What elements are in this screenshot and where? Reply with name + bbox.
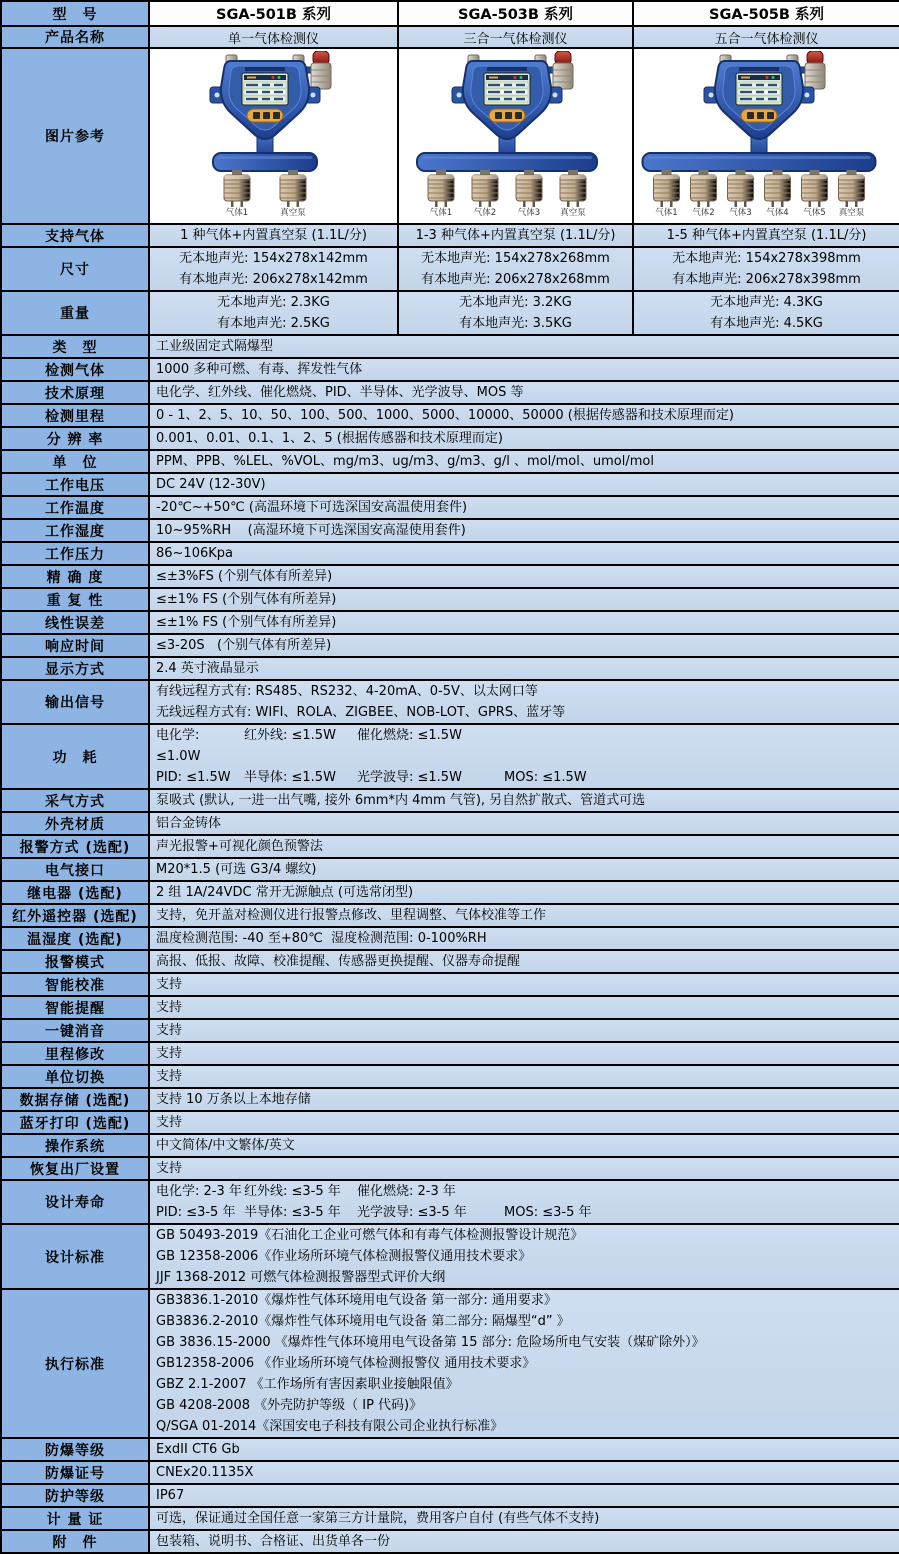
- row-label: 外壳材质: [1, 812, 149, 835]
- product-name: 三合一气体检测仪: [398, 26, 633, 48]
- spec-row: [1, 1111, 899, 1134]
- spec-value-line: 支持: [156, 1161, 183, 1176]
- sensor-cylinder: [654, 170, 680, 217]
- spec-value-cell: [149, 904, 899, 927]
- spec-value-line: CNEx20.1135X: [156, 1465, 254, 1480]
- spec-value-segment: 半导体: ≤3-5 年: [244, 1205, 341, 1220]
- spec-value-cell: [398, 224, 633, 247]
- device-buttons: [741, 109, 777, 122]
- spec-value-line: 无线远程方式有: WIFI、ROLA、ZIGBEE、NOB-LOT、GPRS、蓝牙等: [156, 705, 566, 720]
- sensor-cylinder: [839, 170, 865, 217]
- spec-value-cell: [149, 1530, 899, 1553]
- spec-value-line: 无本地声光: 2.3KG: [217, 295, 330, 310]
- spec-value-segment: 红外线: ≤3-5 年: [244, 1184, 341, 1199]
- spec-row: [1, 724, 899, 789]
- row-label: 报警模式: [1, 950, 149, 973]
- spec-value-line: 无本地声光: 154x278x268mm: [421, 251, 610, 266]
- spec-value-line: [156, 725, 893, 767]
- spec-value-line: 0 - 1、2、5、10、50、100、500、1000、5000、10000、50000 (根据传感器和技术原理而定): [156, 408, 734, 423]
- row-label: 蓝牙打印 (选配): [1, 1111, 149, 1134]
- spec-row: [1, 358, 899, 381]
- spec-value-cell: [149, 1042, 899, 1065]
- spec-value-cell: [149, 1224, 899, 1289]
- sensor-label: 气体5: [803, 208, 826, 217]
- spec-value-segment: 电化学: 2-3 年: [156, 1184, 242, 1199]
- spec-value-cell: [149, 1019, 899, 1042]
- spec-value-cell: [149, 473, 899, 496]
- spec-row: [1, 473, 899, 496]
- spec-value-cell: [398, 247, 633, 291]
- spec-value-cell: [398, 291, 633, 335]
- row-label: 设计寿命: [1, 1180, 149, 1224]
- row-label: 检测气体: [1, 358, 149, 381]
- spec-value-segment: 催化燃烧: 2-3 年: [357, 1184, 456, 1199]
- spec-row: [1, 996, 899, 1019]
- row-label: 类 型: [1, 335, 149, 358]
- spec-row: [1, 881, 899, 904]
- row-label: 支持气体: [1, 224, 149, 247]
- spec-value-segment: 光学波导: ≤3-5 年: [357, 1205, 467, 1220]
- spec-value-segment: 光学波导: ≤1.5W: [357, 770, 462, 785]
- spec-value-line: [156, 1202, 893, 1223]
- spec-value-line: DC 24V (12-30V): [156, 477, 266, 492]
- row-label-model: 型 号: [1, 1, 149, 26]
- sensor-label: 真空泵: [559, 208, 586, 217]
- spec-row: [1, 904, 899, 927]
- row-label: 数据存储 (选配): [1, 1088, 149, 1111]
- row-label: 计 量 证: [1, 1507, 149, 1530]
- spec-value-line: 声光报警+可视化颜色预警法: [156, 839, 323, 854]
- row-label: 红外遥控器 (选配): [1, 904, 149, 927]
- spec-row: [1, 1438, 899, 1461]
- device-screen: [484, 73, 530, 105]
- spec-value-line: 2.4 英寸液晶显示: [156, 661, 259, 676]
- spec-value-cell: [149, 1180, 899, 1224]
- row-label: 采气方式: [1, 789, 149, 812]
- spec-value-line: 无本地声光: 3.2KG: [459, 295, 572, 310]
- row-label: 里程修改: [1, 1042, 149, 1065]
- spec-row: [1, 542, 899, 565]
- spec-value-cell: [149, 1088, 899, 1111]
- spec-value-cell: [149, 950, 899, 973]
- spec-row: [1, 224, 899, 247]
- row-label: 单 位: [1, 450, 149, 473]
- spec-value-line: JJF 1368-2012 可燃气体检测报警器型式评价大纲: [156, 1270, 446, 1285]
- spec-value-line: 支持: [156, 1000, 183, 1015]
- row-label-product: 产品名称: [1, 26, 149, 48]
- spec-value-line: 有本地声光: 206x278x142mm: [179, 272, 368, 287]
- spec-value-cell: [149, 224, 398, 247]
- spec-value-line: GB 4208-2008 《外壳防护等级（ IP 代码)》: [156, 1398, 423, 1413]
- spec-value-cell: [149, 404, 899, 427]
- device-illustration: [634, 51, 899, 217]
- spec-value-cell: [149, 858, 899, 881]
- sensor-label: 真空泵: [838, 208, 865, 217]
- spec-value-line: GB 12358-2006《作业场所环境气体检测报警仪通用技术要求》: [156, 1249, 532, 1264]
- spec-value-cell: [149, 996, 899, 1019]
- spec-value-line: 泵吸式 (默认, 一进一出气嘴, 接外 6mm*内 4mm 气管), 另自然扩散式、管道式可选: [156, 793, 646, 808]
- product-name-row: [1, 26, 899, 48]
- spec-row: [1, 973, 899, 996]
- sensor-cylinder: [516, 170, 542, 217]
- spec-value-cell: [633, 291, 899, 335]
- spec-value-line: 1-3 种气体+内置真空泵 (1.1L/分): [415, 228, 616, 243]
- spec-value-line: 有本地声光: 206x278x268mm: [421, 272, 610, 287]
- spec-value-segment: 半导体: ≤1.5W: [244, 770, 336, 785]
- sensor-label: 真空泵: [279, 208, 306, 217]
- spec-value-line: GB 50493-2019《石油化工企业可燃气体和有毒气体检测报警设计规范》: [156, 1228, 584, 1243]
- spec-value-cell: [149, 724, 899, 789]
- spec-value-cell: [149, 835, 899, 858]
- model-name: SGA-505B 系列: [633, 1, 899, 26]
- sensor-cylinder: [472, 170, 498, 217]
- spec-value-line: ExdII CT6 Gb: [156, 1442, 240, 1457]
- row-label: 电气接口: [1, 858, 149, 881]
- spec-value-line: 1-5 种气体+内置真空泵 (1.1L/分): [666, 228, 867, 243]
- spec-value-line: 温度检测范围: -40 至+80℃ 湿度检测范围: 0-100%RH: [156, 931, 487, 946]
- row-label: 工作电压: [1, 473, 149, 496]
- row-label: 温湿度 (选配): [1, 927, 149, 950]
- spec-value-cell: [633, 224, 899, 247]
- sensor-cylinder: [765, 170, 791, 217]
- spec-value-line: 铝合金铸体: [156, 816, 222, 831]
- spec-value-cell: [149, 927, 899, 950]
- sensor-cylinder: [428, 170, 454, 217]
- spec-row: [1, 680, 899, 724]
- spec-value-line: 工业级固定式隔爆型: [156, 339, 274, 354]
- spec-row: [1, 1530, 899, 1553]
- row-label: 恢复出厂设置: [1, 1157, 149, 1180]
- spec-row: [1, 427, 899, 450]
- sensor-label: 气体1: [225, 208, 248, 217]
- spec-value-cell: [149, 812, 899, 835]
- spec-value-line: 无本地声光: 4.3KG: [710, 295, 823, 310]
- spec-row: [1, 927, 899, 950]
- sensor-cylinder: [224, 170, 250, 217]
- spec-value-line: ≤3-20S (个别气体有所差异): [156, 638, 332, 653]
- spec-value-cell: [149, 1461, 899, 1484]
- spec-row: [1, 789, 899, 812]
- spec-row: [1, 404, 899, 427]
- spec-row: [1, 1180, 899, 1224]
- spec-value-line: 有本地声光: 2.5KG: [217, 316, 330, 331]
- model-name: SGA-501B 系列: [149, 1, 398, 26]
- sensor-label: 气体3: [729, 208, 752, 217]
- spec-value-cell: [149, 519, 899, 542]
- spec-value-line: 无本地声光: 154x278x398mm: [672, 251, 861, 266]
- sensor-manifold: [643, 153, 876, 171]
- spec-value-line: [156, 767, 893, 788]
- spec-value-segment: 电化学: ≤1.0W: [156, 728, 204, 764]
- spec-value-line: 无本地声光: 154x278x142mm: [179, 251, 368, 266]
- spec-value-segment: 催化燃烧: ≤1.5W: [357, 728, 462, 743]
- spec-value-line: 支持: [156, 977, 183, 992]
- row-label: 精 确 度: [1, 565, 149, 588]
- spec-row: [1, 496, 899, 519]
- device-buttons: [247, 109, 283, 122]
- spec-value-line: IP67: [156, 1488, 185, 1503]
- spec-value-cell: [149, 1484, 899, 1507]
- spec-value-line: GB3836.1-2010《爆炸性气体环境用电气设备 第一部分: 通用要求》: [156, 1293, 557, 1308]
- row-label: 工作温度: [1, 496, 149, 519]
- spec-value-line: [156, 1181, 893, 1202]
- sensor-cylinder: [560, 170, 586, 217]
- spec-row: [1, 1461, 899, 1484]
- spec-value-line: 中文简体/中文繁体/英文: [156, 1138, 295, 1153]
- spec-row: [1, 450, 899, 473]
- spec-value-line: 1000 多种可燃、有毒、挥发性气体: [156, 362, 363, 377]
- spec-value-line: 有本地声光: 4.5KG: [710, 316, 823, 331]
- row-label: 检测里程: [1, 404, 149, 427]
- device-image-cell: [633, 48, 899, 224]
- row-label: 操作系统: [1, 1134, 149, 1157]
- spec-value-line: 支持: [156, 1046, 183, 1061]
- spec-row: [1, 812, 899, 835]
- spec-row: [1, 1507, 899, 1530]
- spec-row: [1, 381, 899, 404]
- sensor-manifold: [417, 153, 597, 171]
- device-buttons: [489, 109, 525, 122]
- spec-value-line: GB12358-2006 《作业场所环境气体检测报警仪 通用技术要求》: [156, 1356, 536, 1371]
- row-label: 显示方式: [1, 657, 149, 680]
- spec-row: [1, 1019, 899, 1042]
- spec-value-line: Q/SGA 01-2014《深国安电子科技有限公司企业执行标准》: [156, 1419, 504, 1434]
- spec-value-cell: [149, 358, 899, 381]
- spec-value-line: 支持: [156, 1115, 183, 1130]
- row-label: 继电器 (选配): [1, 881, 149, 904]
- spec-value-cell: [149, 427, 899, 450]
- sensor-cylinder: [280, 170, 306, 217]
- spec-value-cell: [149, 789, 899, 812]
- sensor-label: 气体2: [692, 208, 715, 217]
- row-label: 重量: [1, 291, 149, 335]
- sensor-cylinder: [691, 170, 717, 217]
- device-image-cell: [398, 48, 633, 224]
- row-label: 工作压力: [1, 542, 149, 565]
- spec-value-line: 支持: [156, 1023, 183, 1038]
- model-name: SGA-503B 系列: [398, 1, 633, 26]
- spec-value-line: -20℃~+50℃ (高温环境下可选深国安高温使用套件): [156, 500, 468, 515]
- spec-value-line: 支持 10 万条以上本地存储: [156, 1092, 311, 1107]
- sensor-cylinder: [802, 170, 828, 217]
- spec-value-line: ≤±1% FS (个别气体有所差异): [156, 615, 337, 630]
- spec-table-body: [1, 1, 899, 1553]
- row-label: 一键消音: [1, 1019, 149, 1042]
- row-label: 报警方式 (选配): [1, 835, 149, 858]
- spec-row: [1, 1289, 899, 1438]
- spec-value-cell: [149, 565, 899, 588]
- spec-value-cell: [149, 496, 899, 519]
- device-illustration: [192, 51, 356, 217]
- spec-value-segment: MOS: ≤3-5 年: [504, 1205, 592, 1220]
- spec-row: [1, 634, 899, 657]
- row-label: 响应时间: [1, 634, 149, 657]
- spec-row: [1, 835, 899, 858]
- spec-value-line: 有本地声光: 206x278x398mm: [672, 272, 861, 287]
- spec-value-cell: [149, 1157, 899, 1180]
- spec-row: [1, 950, 899, 973]
- device-illustration: [409, 51, 623, 217]
- spec-row: [1, 291, 899, 335]
- spec-value-cell: [149, 1438, 899, 1461]
- spec-row: [1, 657, 899, 680]
- spec-value-line: ≤±3%FS (个别气体有所差异): [156, 569, 333, 584]
- spec-row: [1, 1042, 899, 1065]
- sensor-label: 气体4: [766, 208, 789, 217]
- row-label: 执行标准: [1, 1289, 149, 1438]
- spec-value-cell: [149, 381, 899, 404]
- sensor-label: 气体3: [517, 208, 540, 217]
- row-label: 技术原理: [1, 381, 149, 404]
- spec-row: [1, 1088, 899, 1111]
- spec-value-cell: [149, 291, 398, 335]
- sensor-label: 气体1: [429, 208, 452, 217]
- spec-value-line: 电化学、红外线、催化燃烧、PID、半导体、光学波导、MOS 等: [156, 385, 524, 400]
- spec-value-segment: PID: ≤3-5 年: [156, 1205, 236, 1220]
- row-label: 功 耗: [1, 724, 149, 789]
- product-name: 单一气体检测仪: [149, 26, 398, 48]
- spec-value-line: GB 3836.15-2000 《爆炸性气体环境用电气设备第 15 部分: 危险场所电气安装（煤矿除外）》: [156, 1335, 705, 1350]
- spec-row: [1, 335, 899, 358]
- row-label: 智能校准: [1, 973, 149, 996]
- spec-row: [1, 247, 899, 291]
- spec-value-cell: [149, 1507, 899, 1530]
- spec-row: [1, 588, 899, 611]
- spec-value-line: GBZ 2.1-2007 《工作场所有害因素职业接触限值》: [156, 1377, 459, 1392]
- row-label: 防爆等级: [1, 1438, 149, 1461]
- spec-value-cell: [149, 1289, 899, 1438]
- spec-value-line: GB3836.2-2010《爆炸性气体环境用电气设备 第二部分: 隔爆型“d” 》: [156, 1314, 570, 1329]
- spec-row: [1, 611, 899, 634]
- row-label: 防护等级: [1, 1484, 149, 1507]
- spec-value-line: 86~106Kpa: [156, 546, 233, 561]
- spec-value-segment: 红外线: ≤1.5W: [244, 728, 336, 743]
- row-label: 尺寸: [1, 247, 149, 291]
- spec-row: [1, 1224, 899, 1289]
- spec-row: [1, 1065, 899, 1088]
- spec-value-line: 有线远程方式有: RS485、RS232、4-20mA、0-5V、以太网口等: [156, 684, 538, 699]
- spec-value-segment: PID: ≤1.5W: [156, 770, 231, 785]
- spec-value-cell: [149, 1111, 899, 1134]
- sensor-label: 气体1: [655, 208, 678, 217]
- spec-value-line: 支持: [156, 1069, 183, 1084]
- spec-value-cell: [149, 634, 899, 657]
- sensor-label: 气体2: [473, 208, 496, 217]
- row-label: 设计标准: [1, 1224, 149, 1289]
- spec-value-cell: [149, 1065, 899, 1088]
- row-label: 附 件: [1, 1530, 149, 1553]
- row-label: 线性误差: [1, 611, 149, 634]
- row-label: 智能提醒: [1, 996, 149, 1019]
- product-name: 五合一气体检测仪: [633, 26, 899, 48]
- row-label-image: 图片参考: [1, 48, 149, 224]
- spec-row: [1, 858, 899, 881]
- spec-value-line: 有本地声光: 3.5KG: [459, 316, 572, 331]
- spec-value-line: 可选，保证通过全国任意一家第三方计量院，费用客户自付 (有些气体不支持): [156, 1511, 600, 1526]
- spec-row: [1, 565, 899, 588]
- spec-value-cell: [149, 588, 899, 611]
- spec-value-cell: [149, 450, 899, 473]
- spec-value-line: 支持，免开盖对检测仪进行报警点修改、里程调整、气体校准等工作: [156, 908, 547, 923]
- device-screen: [736, 73, 782, 105]
- spec-value-line: 1 种气体+内置真空泵 (1.1L/分): [180, 228, 367, 243]
- image-row: [1, 48, 899, 224]
- row-label: 工作湿度: [1, 519, 149, 542]
- spec-value-cell: [149, 247, 398, 291]
- spec-value-cell: [149, 657, 899, 680]
- spec-value-cell: [149, 973, 899, 996]
- spec-value-line: 10~95%RH (高湿环境下可选深国安高湿使用套件): [156, 523, 466, 538]
- spec-value-line: 0.001、0.01、0.1、1、2、5 (根据传感器和技术原理而定): [156, 431, 503, 446]
- device-screen: [242, 73, 288, 105]
- spec-value-line: 高报、低报、故障、校准提醒、传感器更换提醒、仪器寿命提醒: [156, 954, 521, 969]
- spec-value-line: 包装箱、说明书、合格证、出货单各一份: [156, 1534, 391, 1549]
- spec-value-cell: [633, 247, 899, 291]
- sensor-manifold: [213, 153, 317, 171]
- spec-value-segment: MOS: ≤1.5W: [504, 770, 587, 785]
- model-header-row: [1, 1, 899, 26]
- row-label: 输出信号: [1, 680, 149, 724]
- spec-row: [1, 1157, 899, 1180]
- sensor-cylinder: [728, 170, 754, 217]
- row-label: 重 复 性: [1, 588, 149, 611]
- spec-row: [1, 1134, 899, 1157]
- spec-value-cell: [149, 611, 899, 634]
- spec-value-cell: [149, 542, 899, 565]
- spec-row: [1, 519, 899, 542]
- row-label: 单位切换: [1, 1065, 149, 1088]
- row-label: 分 辨 率: [1, 427, 149, 450]
- spec-value-line: PPM、PPB、%LEL、%VOL、mg/m3、ug/m3、g/m3、g/l 、mol/mol、umol/mol: [156, 454, 654, 469]
- spec-value-cell: [149, 335, 899, 358]
- spec-row: [1, 1484, 899, 1507]
- row-label: 防爆证号: [1, 1461, 149, 1484]
- device-image-cell: [149, 48, 398, 224]
- spec-value-cell: [149, 680, 899, 724]
- spec-value-cell: [149, 1134, 899, 1157]
- spec-value-line: M20*1.5 (可选 G3/4 螺纹): [156, 862, 317, 877]
- spec-value-line: 2 组 1A/24VDC 常开无源触点 (可选常闭型): [156, 885, 414, 900]
- spec-value-line: ≤±1% FS (个别气体有所差异): [156, 592, 337, 607]
- spec-value-cell: [149, 881, 899, 904]
